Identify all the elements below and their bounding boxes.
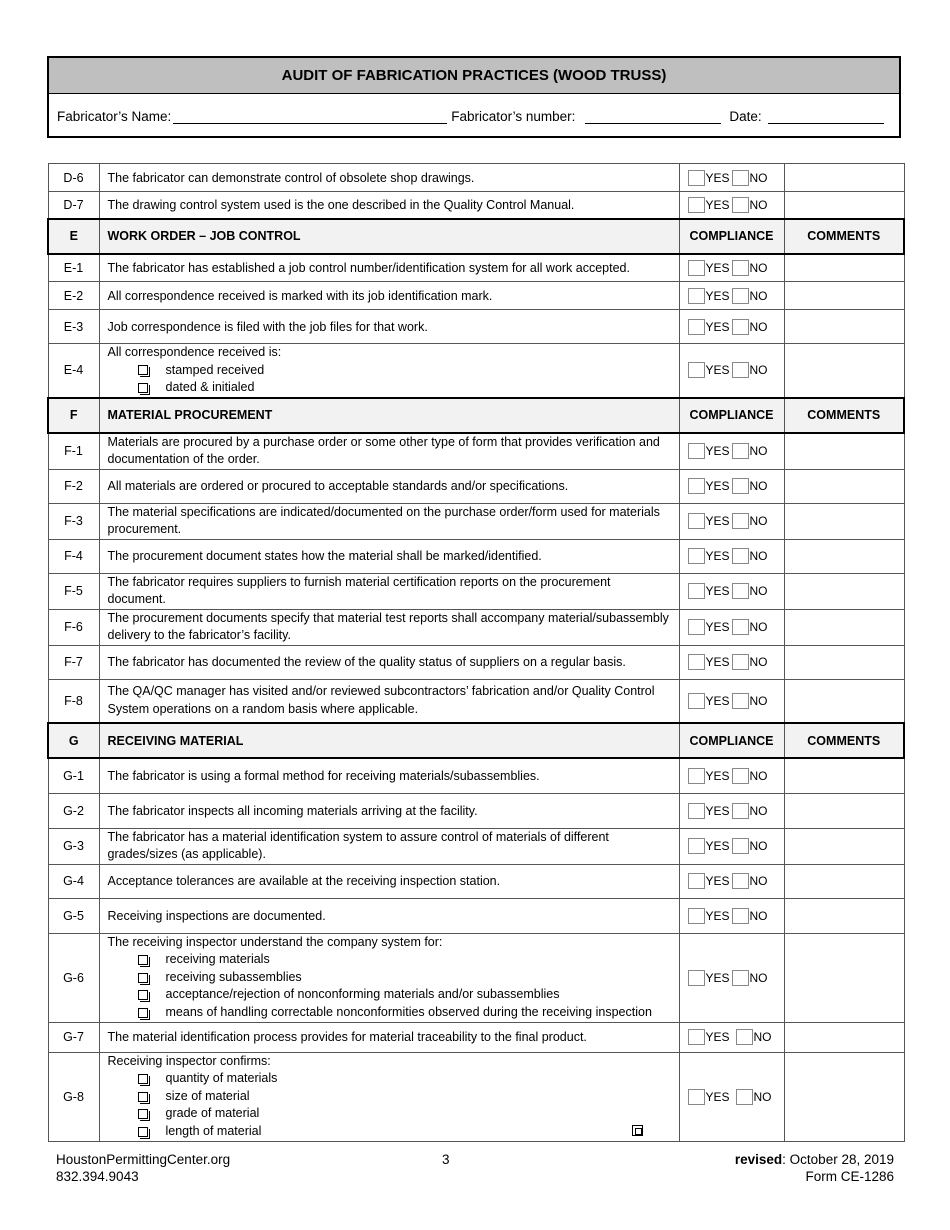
compliance-cell — [679, 898, 784, 933]
list-item — [138, 1070, 671, 1088]
row-text: The fabricator has a material identification system to assure control of materials of different grades/sizes (as applicable). — [99, 828, 679, 864]
table-row — [48, 609, 904, 645]
no-label: NO — [749, 584, 768, 598]
option-label: length of material — [165, 1123, 262, 1138]
row-text: All correspondence received is marked with its job identification mark. — [99, 282, 679, 310]
yes-checkbox[interactable] — [688, 319, 705, 335]
compliance-header: COMPLIANCE — [679, 398, 784, 433]
yes-label: YES — [705, 655, 730, 669]
yes-label: YES — [705, 363, 730, 378]
option-label: means of handling correctable nonconformities observed during the receiving inspection — [165, 1004, 652, 1019]
option-label: size of material — [165, 1088, 250, 1103]
row-text: The fabricator is using a formal method for receiving materials/subassemblies. — [99, 758, 679, 793]
comments-cell[interactable] — [784, 1022, 904, 1052]
list-item — [138, 969, 671, 987]
row-code: E-4 — [48, 344, 99, 398]
compliance-cell — [679, 164, 784, 192]
row-text: The material specifications are indicated/documented on the purchase order/form used for materials procurement. — [99, 503, 679, 539]
row-text: The fabricator has established a job control number/identification system for all work accepted. — [99, 254, 679, 282]
yes-checkbox[interactable] — [688, 170, 705, 186]
no-label: NO — [749, 620, 768, 634]
row-code: F-6 — [48, 609, 99, 645]
row-text: The fabricator can demonstrate control of obsolete shop drawings. — [99, 164, 679, 192]
checkbox-icon[interactable] — [138, 1074, 148, 1084]
yes-checkbox[interactable] — [688, 513, 705, 529]
form-header — [47, 56, 901, 138]
yes-label: YES — [705, 197, 730, 212]
list-item — [138, 362, 671, 380]
comments-cell[interactable] — [784, 433, 904, 470]
yes-label: YES — [705, 839, 730, 853]
row-code: G-7 — [48, 1022, 99, 1052]
comments-cell[interactable] — [784, 645, 904, 679]
checkbox-icon[interactable] — [138, 1109, 148, 1119]
row-code: D-7 — [48, 192, 99, 219]
yes-checkbox[interactable] — [688, 583, 705, 599]
row-code: E-2 — [48, 282, 99, 310]
yes-label: YES — [705, 549, 730, 563]
fabricator-number-label: Fabricator’s number: — [451, 109, 576, 124]
section-code: F — [48, 398, 99, 433]
compliance-cell — [679, 254, 784, 282]
compliance-cell — [679, 310, 784, 344]
comments-cell[interactable] — [784, 192, 904, 219]
option-label: grade of material — [165, 1106, 260, 1121]
yes-label: YES — [705, 1030, 730, 1044]
yes-checkbox[interactable] — [688, 288, 705, 304]
yes-label: YES — [705, 970, 730, 985]
no-checkbox[interactable] — [732, 170, 749, 186]
compliance-cell — [679, 503, 784, 539]
no-checkbox[interactable] — [732, 693, 749, 709]
table-row — [48, 164, 904, 192]
comments-cell[interactable] — [784, 758, 904, 793]
row-text: The drawing control system used is the one described in the Quality Control Manual. — [99, 192, 679, 219]
yes-checkbox[interactable] — [688, 443, 705, 459]
checkbox-icon[interactable] — [138, 365, 148, 375]
compliance-cell — [679, 645, 784, 679]
row-text — [99, 1052, 679, 1141]
compliance-cell — [679, 192, 784, 219]
yes-checkbox[interactable] — [688, 1029, 705, 1045]
yes-checkbox[interactable] — [688, 970, 705, 986]
no-checkbox[interactable] — [732, 288, 749, 304]
option-label: receiving subassemblies — [165, 969, 302, 984]
yes-label: YES — [705, 768, 730, 783]
row-code: G-4 — [48, 864, 99, 898]
table-row — [48, 1052, 904, 1141]
table-row — [48, 539, 904, 573]
row-code: G-8 — [48, 1052, 99, 1141]
no-checkbox[interactable] — [732, 260, 749, 276]
no-label: NO — [749, 803, 768, 818]
compliance-cell — [679, 679, 784, 723]
comments-cell[interactable] — [784, 828, 904, 864]
date-field[interactable] — [768, 109, 884, 124]
no-checkbox[interactable] — [732, 548, 749, 564]
no-checkbox[interactable] — [732, 873, 749, 889]
no-checkbox[interactable] — [736, 1029, 753, 1045]
yes-checkbox[interactable] — [688, 197, 705, 213]
yes-checkbox[interactable] — [688, 362, 705, 378]
header-fields — [49, 94, 899, 139]
yes-label: YES — [705, 288, 730, 303]
section-title: RECEIVING MATERIAL — [99, 723, 679, 758]
comments-cell[interactable] — [784, 933, 904, 1022]
no-label: NO — [749, 549, 768, 563]
table-row — [48, 310, 904, 344]
table-row — [48, 254, 904, 282]
footer-revision — [735, 1152, 894, 1185]
no-checkbox[interactable] — [732, 970, 749, 986]
no-label: NO — [749, 874, 768, 888]
no-checkbox[interactable] — [732, 654, 749, 670]
row-code: G-3 — [48, 828, 99, 864]
option-list — [108, 951, 671, 1021]
checkbox-icon[interactable] — [138, 1008, 148, 1018]
comments-cell[interactable] — [784, 469, 904, 503]
no-label: NO — [749, 514, 768, 528]
row-code: E-3 — [48, 310, 99, 344]
revised-label: revised — [734, 1152, 783, 1167]
row-code: G-6 — [48, 933, 99, 1022]
table-row — [48, 344, 904, 398]
row-code: G-1 — [48, 758, 99, 793]
row-text: The procurement documents specify that material test reports shall accompany material/subassembly delivery to the fabricator’s facility. — [99, 609, 679, 645]
compliance-cell — [679, 469, 784, 503]
yes-checkbox[interactable] — [688, 838, 705, 854]
list-item — [138, 1088, 671, 1106]
checkbox-icon[interactable] — [138, 1127, 148, 1137]
row-text: The material identification process provides for material traceability to the final product. — [99, 1022, 679, 1052]
comments-cell[interactable] — [784, 793, 904, 828]
yes-label: YES — [705, 693, 730, 708]
row-intro: All correspondence received is: — [107, 345, 282, 359]
yes-label: YES — [705, 319, 730, 334]
comments-cell[interactable] — [784, 503, 904, 539]
yes-checkbox[interactable] — [688, 693, 705, 709]
row-text: All materials are ordered or procured to acceptable standards and/or specifications. — [99, 469, 679, 503]
table-row — [48, 645, 904, 679]
yes-label: YES — [705, 170, 730, 185]
row-code: G-5 — [48, 898, 99, 933]
fabricator-number-field[interactable] — [585, 109, 721, 124]
audit-table — [47, 163, 905, 1142]
yes-checkbox[interactable] — [688, 260, 705, 276]
form-title: AUDIT OF FABRICATION PRACTICES (WOOD TRUSS) — [49, 58, 899, 94]
row-code: F-8 — [48, 679, 99, 723]
no-label: NO — [749, 693, 768, 708]
compliance-cell — [679, 1052, 784, 1141]
yes-label: YES — [705, 584, 730, 598]
no-checkbox[interactable] — [732, 908, 749, 924]
checkbox-icon[interactable] — [138, 383, 148, 393]
no-checkbox[interactable] — [736, 1089, 753, 1105]
no-label: NO — [753, 1089, 772, 1104]
row-text: Receiving inspections are documented. — [99, 898, 679, 933]
yes-checkbox[interactable] — [688, 478, 705, 494]
compliance-cell — [679, 573, 784, 609]
compliance-cell — [679, 609, 784, 645]
no-label: NO — [749, 768, 768, 783]
table-row — [48, 679, 904, 723]
yes-checkbox[interactable] — [688, 803, 705, 819]
comments-cell[interactable] — [784, 254, 904, 282]
row-text: Job correspondence is filed with the job files for that work. — [99, 310, 679, 344]
no-label: NO — [749, 260, 768, 275]
table-row — [48, 503, 904, 539]
table-row — [48, 898, 904, 933]
row-text: Acceptance tolerances are available at the receiving inspection station. — [99, 864, 679, 898]
section-title: MATERIAL PROCUREMENT — [99, 398, 679, 433]
comments-cell[interactable] — [784, 679, 904, 723]
comments-cell[interactable] — [784, 539, 904, 573]
compliance-header: COMPLIANCE — [679, 723, 784, 758]
row-code: F-1 — [48, 433, 99, 470]
option-label: stamped received — [165, 362, 265, 377]
comments-cell[interactable] — [784, 310, 904, 344]
option-label: quantity of materials — [165, 1071, 278, 1086]
row-code: F-5 — [48, 573, 99, 609]
no-checkbox[interactable] — [732, 768, 749, 784]
row-text: The QA/QC manager has visited and/or reviewed subcontractors’ fabrication and/or Quality Control System operations on a random basis where applicable. — [99, 679, 679, 723]
yes-checkbox[interactable] — [688, 908, 705, 924]
list-item — [138, 1004, 671, 1022]
checkbox-icon[interactable] — [138, 990, 148, 1000]
no-label: NO — [749, 444, 768, 458]
comments-cell[interactable] — [784, 164, 904, 192]
no-checkbox[interactable] — [732, 478, 749, 494]
no-label: NO — [749, 197, 768, 212]
table-row — [48, 433, 904, 470]
yes-label: YES — [705, 444, 730, 458]
table-row — [48, 192, 904, 219]
comments-cell[interactable] — [784, 573, 904, 609]
compliance-cell — [679, 933, 784, 1022]
checkbox-icon[interactable] — [138, 973, 148, 983]
row-text: Materials are procured by a purchase order or some other type of form that provides verification and documentation of the order. — [99, 433, 679, 470]
no-label: NO — [749, 970, 768, 985]
no-checkbox[interactable] — [732, 197, 749, 213]
page-number: 3 — [442, 1152, 450, 1167]
yes-checkbox[interactable] — [688, 873, 705, 889]
table-row — [48, 933, 904, 1022]
comments-cell[interactable] — [784, 344, 904, 398]
no-label: NO — [749, 319, 768, 334]
no-label: NO — [749, 839, 768, 853]
comments-cell[interactable] — [784, 864, 904, 898]
yes-checkbox[interactable] — [688, 548, 705, 564]
list-item — [138, 379, 671, 397]
row-intro: The receiving inspector understand the company system for: — [107, 934, 443, 949]
footer-phone: 832.394.9043 — [56, 1168, 139, 1184]
row-code: F-2 — [48, 469, 99, 503]
comments-cell[interactable] — [784, 282, 904, 310]
yes-checkbox[interactable] — [688, 768, 705, 784]
checkbox-icon[interactable] — [138, 955, 148, 965]
row-text — [99, 933, 679, 1022]
option-label: dated & initialed — [165, 380, 255, 394]
fabricator-name-field[interactable] — [173, 109, 447, 124]
no-checkbox[interactable] — [732, 583, 749, 599]
compliance-cell — [679, 793, 784, 828]
section-code: E — [48, 219, 99, 254]
section-header-row — [48, 398, 904, 433]
row-code: E-1 — [48, 254, 99, 282]
no-checkbox[interactable] — [732, 838, 749, 854]
option-label: acceptance/rejection of nonconforming materials and/or subassemblies — [165, 987, 560, 1002]
no-label: NO — [749, 479, 768, 493]
yes-checkbox[interactable] — [688, 654, 705, 670]
compliance-cell — [679, 433, 784, 470]
yes-label: YES — [705, 620, 730, 634]
field-anchor-icon — [632, 1125, 643, 1136]
no-checkbox[interactable] — [732, 362, 749, 378]
fabricator-name-label: Fabricator’s Name: — [57, 109, 172, 124]
no-checkbox[interactable] — [732, 513, 749, 529]
row-text: The procurement document states how the material shall be marked/identified. — [99, 539, 679, 573]
comments-cell[interactable] — [784, 898, 904, 933]
compliance-cell — [679, 344, 784, 398]
yes-label: YES — [705, 874, 730, 888]
date-label: Date: — [729, 109, 762, 124]
row-code: G-2 — [48, 793, 99, 828]
yes-checkbox[interactable] — [688, 1089, 705, 1105]
row-code: F-7 — [48, 645, 99, 679]
footer-website[interactable]: HoustonPermittingCenter.org — [56, 1152, 231, 1167]
row-text: The fabricator inspects all incoming materials arriving at the facility. — [99, 793, 679, 828]
table-row — [48, 758, 904, 793]
revised-date: : October 28, 2019 — [782, 1152, 894, 1167]
list-item — [138, 1105, 671, 1123]
yes-checkbox[interactable] — [688, 619, 705, 635]
checkbox-icon[interactable] — [138, 1092, 148, 1102]
yes-label: YES — [705, 908, 730, 923]
no-label: NO — [749, 655, 768, 669]
no-label: NO — [749, 170, 768, 185]
comments-header: COMMENTS — [784, 723, 904, 758]
row-text: The fabricator requires suppliers to furnish material certification reports on the procurement document. — [99, 573, 679, 609]
compliance-cell — [679, 828, 784, 864]
section-code: G — [48, 723, 99, 758]
row-intro: Receiving inspector confirms: — [107, 1053, 271, 1068]
yes-label: YES — [705, 803, 730, 818]
comments-cell[interactable] — [784, 609, 904, 645]
table-row — [48, 282, 904, 310]
option-list — [108, 1070, 671, 1140]
comments-cell[interactable] — [784, 1052, 904, 1141]
no-label: NO — [749, 363, 768, 378]
comments-header: COMMENTS — [784, 398, 904, 433]
form-number: Form CE-1286 — [805, 1168, 894, 1184]
list-item — [138, 1123, 671, 1141]
compliance-cell — [679, 282, 784, 310]
list-item — [138, 951, 671, 969]
option-label: receiving materials — [165, 952, 270, 967]
section-header-row — [48, 219, 904, 254]
table-row — [48, 573, 904, 609]
option-list — [108, 362, 671, 397]
compliance-header: COMPLIANCE — [679, 219, 784, 254]
section-header-row — [48, 723, 904, 758]
table-row — [48, 469, 904, 503]
table-row — [48, 828, 904, 864]
yes-label: YES — [705, 260, 730, 275]
no-checkbox[interactable] — [732, 443, 749, 459]
no-checkbox[interactable] — [732, 803, 749, 819]
row-text — [99, 344, 679, 398]
row-code: F-4 — [48, 539, 99, 573]
yes-label: YES — [705, 1089, 730, 1104]
no-label: NO — [749, 908, 768, 923]
row-code: F-3 — [48, 503, 99, 539]
yes-label: YES — [705, 514, 730, 528]
compliance-cell — [679, 864, 784, 898]
no-label: NO — [749, 288, 768, 303]
table-row — [48, 864, 904, 898]
footer-contact — [56, 1152, 230, 1185]
section-title: WORK ORDER – JOB CONTROL — [99, 219, 679, 254]
compliance-cell — [679, 758, 784, 793]
no-checkbox[interactable] — [732, 319, 749, 335]
yes-label: YES — [705, 479, 730, 493]
compliance-cell — [679, 539, 784, 573]
table-row — [48, 1022, 904, 1052]
no-label: NO — [753, 1030, 772, 1044]
row-text: The fabricator has documented the review of the quality status of suppliers on a regular basis. — [99, 645, 679, 679]
no-checkbox[interactable] — [732, 619, 749, 635]
list-item — [138, 986, 671, 1004]
table-row — [48, 793, 904, 828]
row-code: D-6 — [48, 164, 99, 192]
compliance-cell — [679, 1022, 784, 1052]
comments-header: COMMENTS — [784, 219, 904, 254]
